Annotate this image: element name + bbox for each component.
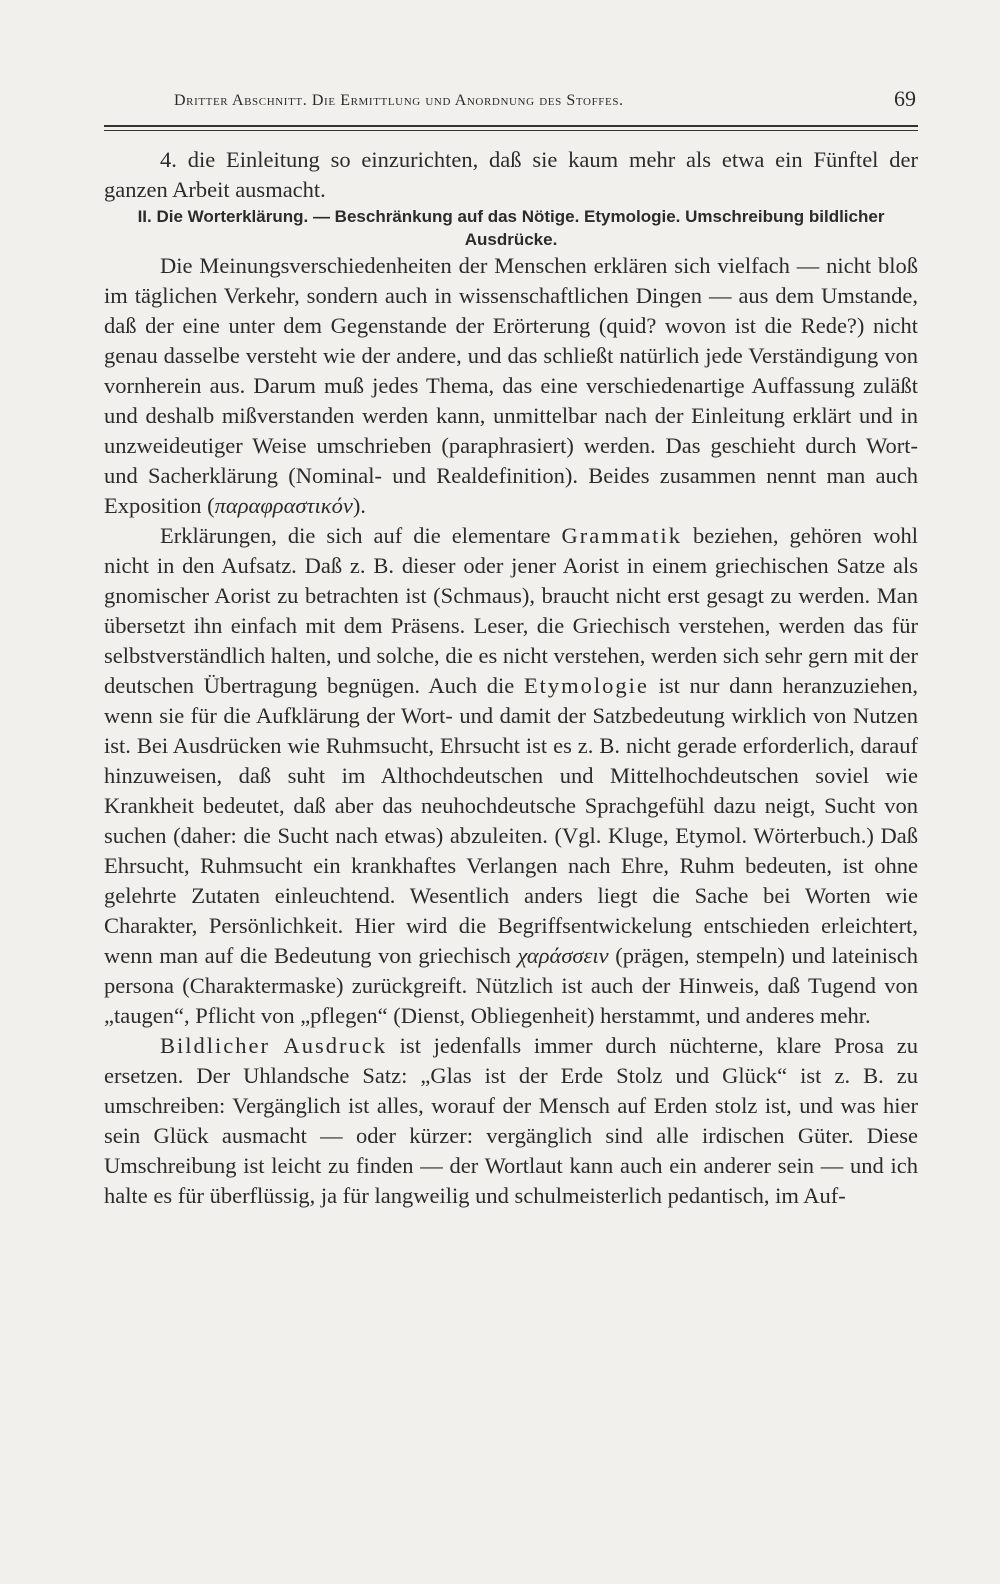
header-rule [104, 125, 918, 127]
spaced-term-etymologie: Etymologie [523, 673, 649, 698]
paragraph-text: Erklärungen, die sich auf die elementare [160, 523, 562, 548]
paragraph-text: Die Meinungsverschiedenheiten der Menschen erklären sich vielfach — nicht bloß im täglichen Verkehr, sondern auch in wissenschaftlichen Dingen — aus dem Umstande, daß der eine unter dem Gegenstande der Erörterung (quid? wovon ist die Rede?) nicht genau dasselbe versteht wie der andere, und das schließt natürlich jede Verständigung von vornherein aus. Darum muß jedes Thema, das eine verschiedenartige Auffassung zuläßt und deshalb mißverstanden werden kann, unmittelbar nach der Einleitung erklärt und in unzweideutiger Weise umschrieben (paraphrasiert) werden. Das geschieht durch Wort- und Sacherklärung (Nominal- und Realdefinition). Beides zusammen nennt man auch Exposition ( [104, 253, 918, 518]
paragraph-text-end: ). [352, 493, 366, 518]
greek-term: παραφραστικόν [214, 493, 353, 518]
paragraph-figurative-expression [104, 1031, 918, 1211]
body-text [104, 145, 918, 1211]
paragraph-text: ist jedenfalls immer durch nüchterne, klare Prosa zu ersetzen. Der Uhlandsche Satz: „Glas ist der Erde Stolz und Glück“ ist z. B. zu umschreiben: Vergänglich ist alles, worauf der Mensch auf Erden stolz ist, und was hier sein Glück ausmacht — oder kürzer: vergänglich sind alle irdischen Güter. Diese Umschreibung ist leicht zu finden — der Wortlaut kann auch ein anderer sein — und ich halte es für überflüssig, ja für langweilig und schulmeisterlich pedantisch, im Auf- [104, 1033, 918, 1208]
paragraph-text: (prägen, stempeln) und lateinisch persona (Charaktermaske) zurückgreift. Nützlich ist auch der Hinweis, daß Tugend von „taugen“, Pflicht von „pflegen“ (Dienst, Obliegenheit) herstammt, und anderes mehr. [104, 943, 919, 1028]
running-title: Dritter Abschnitt. Die Ermittlung und Anordnung des Stoffes. [174, 92, 624, 109]
spaced-term-bildlicher-ausdruck: Bildlicher Ausdruck [160, 1033, 387, 1058]
paragraph-text: ist nur dann heranzuziehen, wenn sie für die Aufklärung der Wort- und damit der Satzbedeutung wirklich von Nutzen ist. Bei Ausdrücken wie Ruhmsucht, Ehrsucht ist es z. B. nicht gerade erforderlich, darauf hinzuweisen, daß suht im Althochdeutschen und Mittelhochdeutschen soviel wie Krankheit bedeutet, daß aber das neuhochdeutsche Sprachgefühl dazu neigt, Sucht von suchen (daher: die Sucht nach etwas) abzuleiten. (Vgl. Kluge, Etymol. Wörterbuch.) Daß Ehrsucht, Ruhmsucht ein krankhaftes Verlangen nach Ehre, Ruhm bedeuten, ist ohne gelehrte Zutaten einleuchtend. Wesentlich anders liegt die Sache bei Worten wie Charakter, Persönlichkeit. Hier wird die Begriffsentwickelung entschieden erleichtert, wenn man auf die Bedeutung von griechisch [104, 673, 918, 968]
paragraph-definitions [104, 251, 918, 521]
paragraph-grammar-etymology [104, 521, 918, 1031]
greek-term: χαράσσειν [517, 943, 609, 968]
page-header [104, 86, 918, 124]
paragraph-list-item-4: 4. die Einleitung so einzurichten, daß sie kaum mehr als etwa ein Fünftel der ganzen Arbeit ausmacht. [104, 147, 918, 202]
header-rule-thin [104, 130, 918, 131]
section-heading: II. Die Worterklärung. — Beschränkung auf das Nötige. Etymologie. Umschreibung bildlicher Ausdrücke. [137, 207, 885, 249]
paragraph-text: beziehen, gehören wohl nicht in den Aufsatz. Daß z. B. dieser oder jener Aorist in einem griechischen Satze als gnomischer Aorist zu betrachten ist (Schmaus), braucht nicht erst gesagt zu werden. Man übersetzt ihn einfach mit dem Präsens. Leser, die Griechisch verstehen, werden das für selbstverständlich halten, und solche, die es nicht verstehen, werden sich sehr gern mit der deutschen Übertragung begnügen. Auch die [104, 523, 918, 698]
spaced-term-grammatik: Grammatik [561, 523, 682, 548]
page-number: 69 [894, 86, 916, 111]
